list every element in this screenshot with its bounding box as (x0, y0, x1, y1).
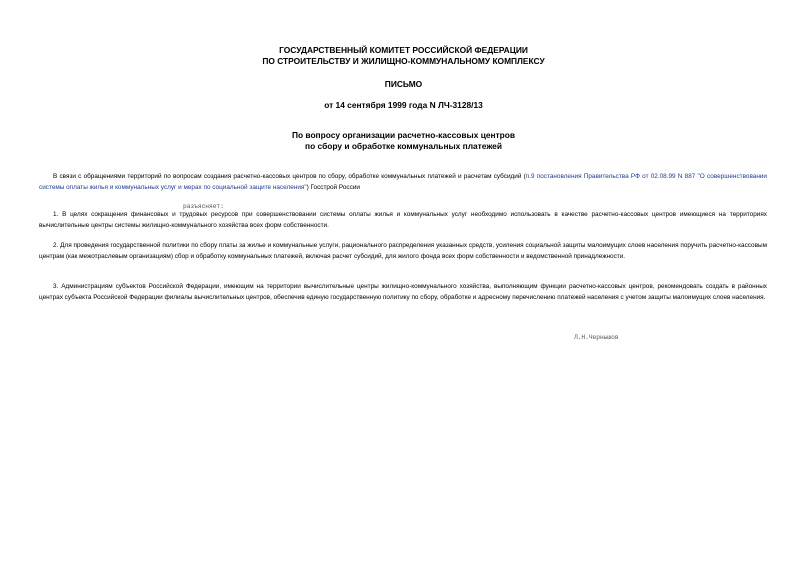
intro-paragraph (39, 172, 767, 193)
issuer-line-2: ПО СТРОИТЕЛЬСТВУ И ЖИЛИЩНО-КОММУНАЛЬНОМУ КОМПЛЕКСУ (262, 56, 545, 66)
decree-link[interactable]: п.9 постановления Правительства РФ от 02.08.99 N 887 (525, 173, 696, 180)
issuer-header (0, 45, 807, 67)
item-1-paragraph (39, 210, 767, 231)
signature: Л.Н.Чернышов (574, 334, 619, 341)
item-1-text: 1. В целях сокращения финансовых и трудовых ресурсов при совершенствовании системы оплаты жилья и коммунальных услуг необходимо использовать в качестве расчетно-кассовых центров имеющиеся на территориях вычислительные центры системы жилищно-коммунального хозяйства всех форм собственности. (39, 211, 767, 229)
item-3-paragraph (39, 282, 767, 303)
intro-tail: ) Госстрой России (306, 183, 360, 191)
intro-text: В связи с обращениями территорий по вопросам создания расчетно-кассовых центров по сбору, обработке коммунальных платежей и расчетам субсидий ( (53, 173, 526, 180)
issuer-line-1: ГОСУДАРСТВЕННЫЙ КОМИТЕТ РОССИЙСКОЙ ФЕДЕРАЦИИ (279, 45, 528, 55)
subject-line-2: по сбору и обработке коммунальных платежей (305, 141, 502, 151)
document-subject (0, 130, 807, 152)
explains-label: разъясняет: (183, 203, 224, 210)
document-date-number: от 14 сентября 1999 года N ЛЧ-3128/13 (324, 100, 483, 110)
subject-line-1: По вопросу организации расчетно-кассовых центров (291, 130, 516, 140)
item-2-text: 2. Для проведения государственной политики по сбору платы за жилье и коммунальные услуги, рационального распределения указанных средств, усиления социальной защиты малоимущих слоев населения поручить расчетно-кассовым центрам (как межотраслевым организациям) сбор и обработку коммунальных платежей, включая расчет субсидий, для жилого фонда всех форм собственности и ведомственной принадлежности. (39, 242, 767, 260)
decree-title-link[interactable]: "О совершенствовании системы оплаты жилья и коммунальных услуг и мерах по социальной защите населения" (39, 173, 767, 191)
item-3-text: 3. Администрациям субъектов Российской Федерации, имеющим на территории вычислительные центры жилищно-коммунального хозяйства, выполняющим функции расчетно-кассовых центров, рекомендовать создать в районных центрах субъекта Российской Федерации филиалы вычислительных центров, обеспечив единую государственную политику по сбору, обработке и адресному перечислению платежей населения с учетом защиты малоимущих слоев населения. (39, 283, 767, 301)
document-type: ПИСЬМО (384, 79, 423, 89)
item-2-paragraph (39, 241, 767, 262)
